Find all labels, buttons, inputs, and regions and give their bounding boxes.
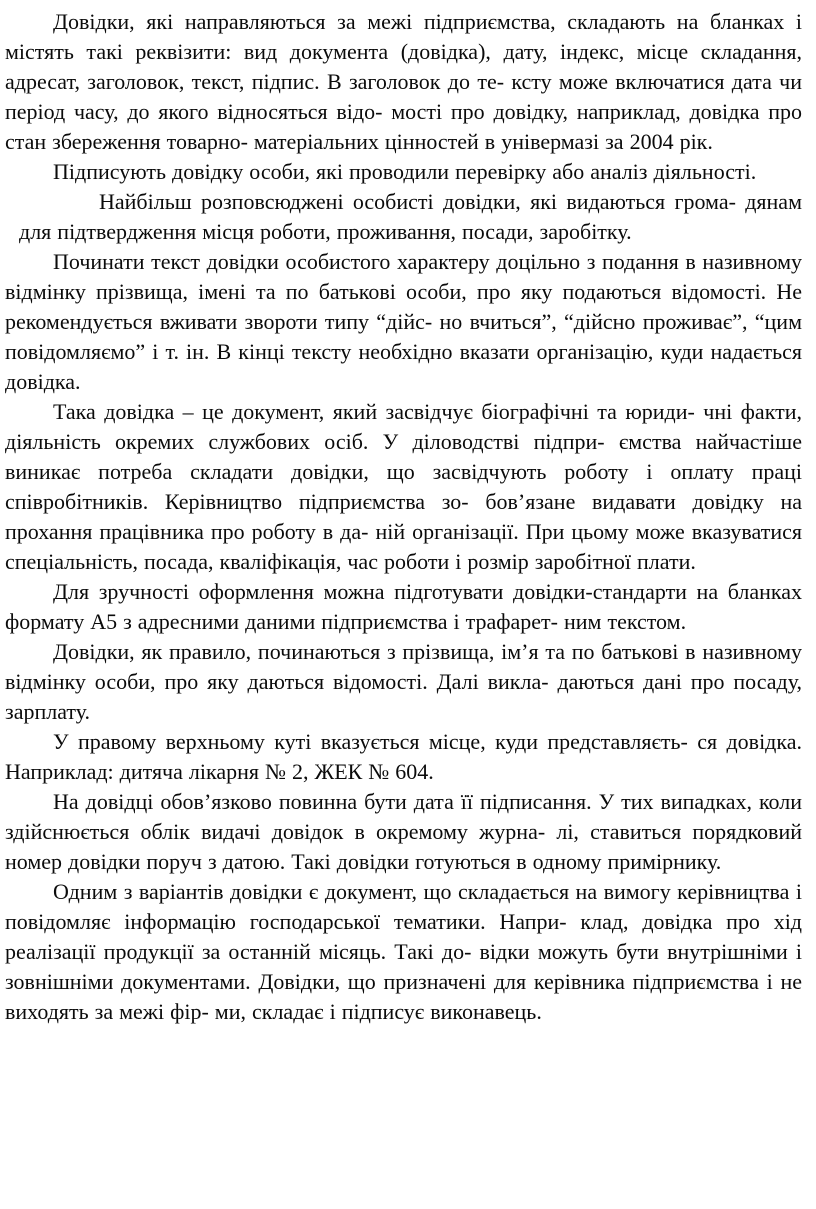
paragraph: Довідки, як правило, починаються з прізвища, ім’я та по батькові в називному відмінку особи, про яку даються відомості. Далі викла- даються дані про посаду, зарплату. [5,639,802,724]
paragraph: Одним з варіантів довідки є документ, що складається на вимогу керівництва і повідомляє інформацію господарської тематики. Напри- клад, довідка про хід реалізації продукції за останній місяць. Такі до- відки можуть бути внутрішніми і зовнішніми документами. Довідки, що призначені для керівника підприємства і не виходять за межі фір- ми, складає і підписує виконавець. [5,879,802,1024]
paragraph: Для зручності оформлення можна підготувати довідки-стандарти на бланках формату А5 з адресними даними підприємства і трафарет- ним текстом. [5,579,802,634]
paragraph: У правому верхньому куті вказується місце, куди представляєть- ся довідка. Наприклад: дитяча лікарня № 2, ЖЕК № 604. [5,729,802,784]
paragraph: Починати текст довідки особистого характеру доцільно з подання в називному відмінку прізвища, імені та по батькові особи, про яку подаються відомості. Не рекомендується вживати звороти типу “дійс- но вчиться”, “дійсно проживає”, “цим повідомляємо” і т. ін. В кінці тексту необхідно вказати організацію, куди надається довідка. [5,249,802,394]
paragraph: Найбільш розповсюджені особисті довідки, які видаються грома- дянам для підтвердження місця роботи, проживання, посади, заробітку. [19,189,802,244]
paragraph: Підписують довідку особи, які проводили перевірку або аналіз діяльності. [53,159,757,184]
paragraph: Така довідка – це документ, який засвідчує біографічні та юриди- чні факти, діяльність окремих службових осіб. У діловодстві підпри- ємства найчастіше виникає потреба складати довідки, що засвідчують роботу і оплату праці співробітників. Керівництво підприємства зо- бов’язане видавати довідку на прохання працівника про роботу в да- ній організації. При цьому може вказуватися спеціальність, посада, кваліфікація, час роботи і розмір заробітної плати. [5,399,802,574]
paragraph: Довідки, які направляються за межі підприємства, складають на бланках і містять такі реквізити: вид документа (довідка), дату, індекс, місце складання, адресат, заголовок, текст, підпис. В заголовок до те- ксту може включатися дата чи період часу, до якого відносяться відо- мості про довідку, наприклад, довідка про стан збереження товарно- матеріальних цінностей в універмазі за 2004 рік. [5,9,802,154]
paragraph: На довідці обов’язково повинна бути дата її підписання. У тих випадках, коли здійснюється облік видачі довідок в окремому журна- лі, ставиться порядковий номер довідки поруч з датою. Такі довідки готуються в одному примірнику. [5,789,802,874]
